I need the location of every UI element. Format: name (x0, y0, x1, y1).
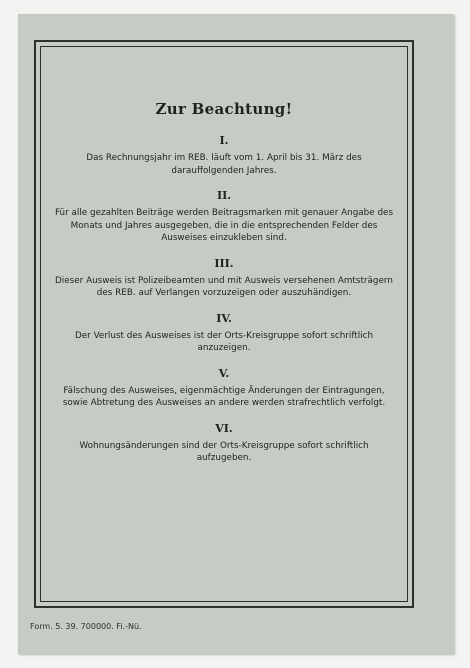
section-text: Dieser Ausweis ist Polizeibeamten und mit Ausweis versehenen Amtsträgern des REB. auf Verlangen vorzuzeigen oder auszuhändigen. (55, 275, 393, 298)
section-numeral: I. (219, 134, 229, 147)
section-numeral: IV. (216, 311, 232, 325)
document-border (34, 40, 414, 608)
section-text: Wohnungsänderungen sind der Orts-Kreisgruppe sofort schriftlich aufzugeben. (79, 440, 369, 463)
document-title: Zur Beachtung! (155, 100, 293, 118)
section-numeral: V. (218, 366, 230, 380)
section-numeral: VI. (215, 421, 233, 435)
section-numeral: II. (216, 189, 232, 202)
section-text: Der Verlust des Ausweises ist der Orts-Kreisgruppe sofort schriftlich anzuzeigen. (74, 330, 374, 353)
form-number-footer: Form. 5. 39. 700000. Fi.-Nü. (30, 622, 142, 631)
section-text: Das Rechnungsjahr im REB. läuft vom 1. April bis 31. März des darauffolgenden Jahres. (86, 153, 362, 176)
section-text: Für alle gezahlten Beiträge werden Beitragsmarken mit genauer Angabe des Monats und Jahres ausgegeben, die in die entsprechenden Felder des Ausweises einzukleben sind. (54, 208, 394, 243)
section-numeral: III. (214, 256, 234, 270)
document-content (46, 100, 402, 477)
section-text: Fälschung des Ausweises, eigenmächtige Änderungen der Eintragungen, sowie Abtretung des Ausweises an andere werden strafrechtlich verfolgt. (62, 385, 386, 408)
